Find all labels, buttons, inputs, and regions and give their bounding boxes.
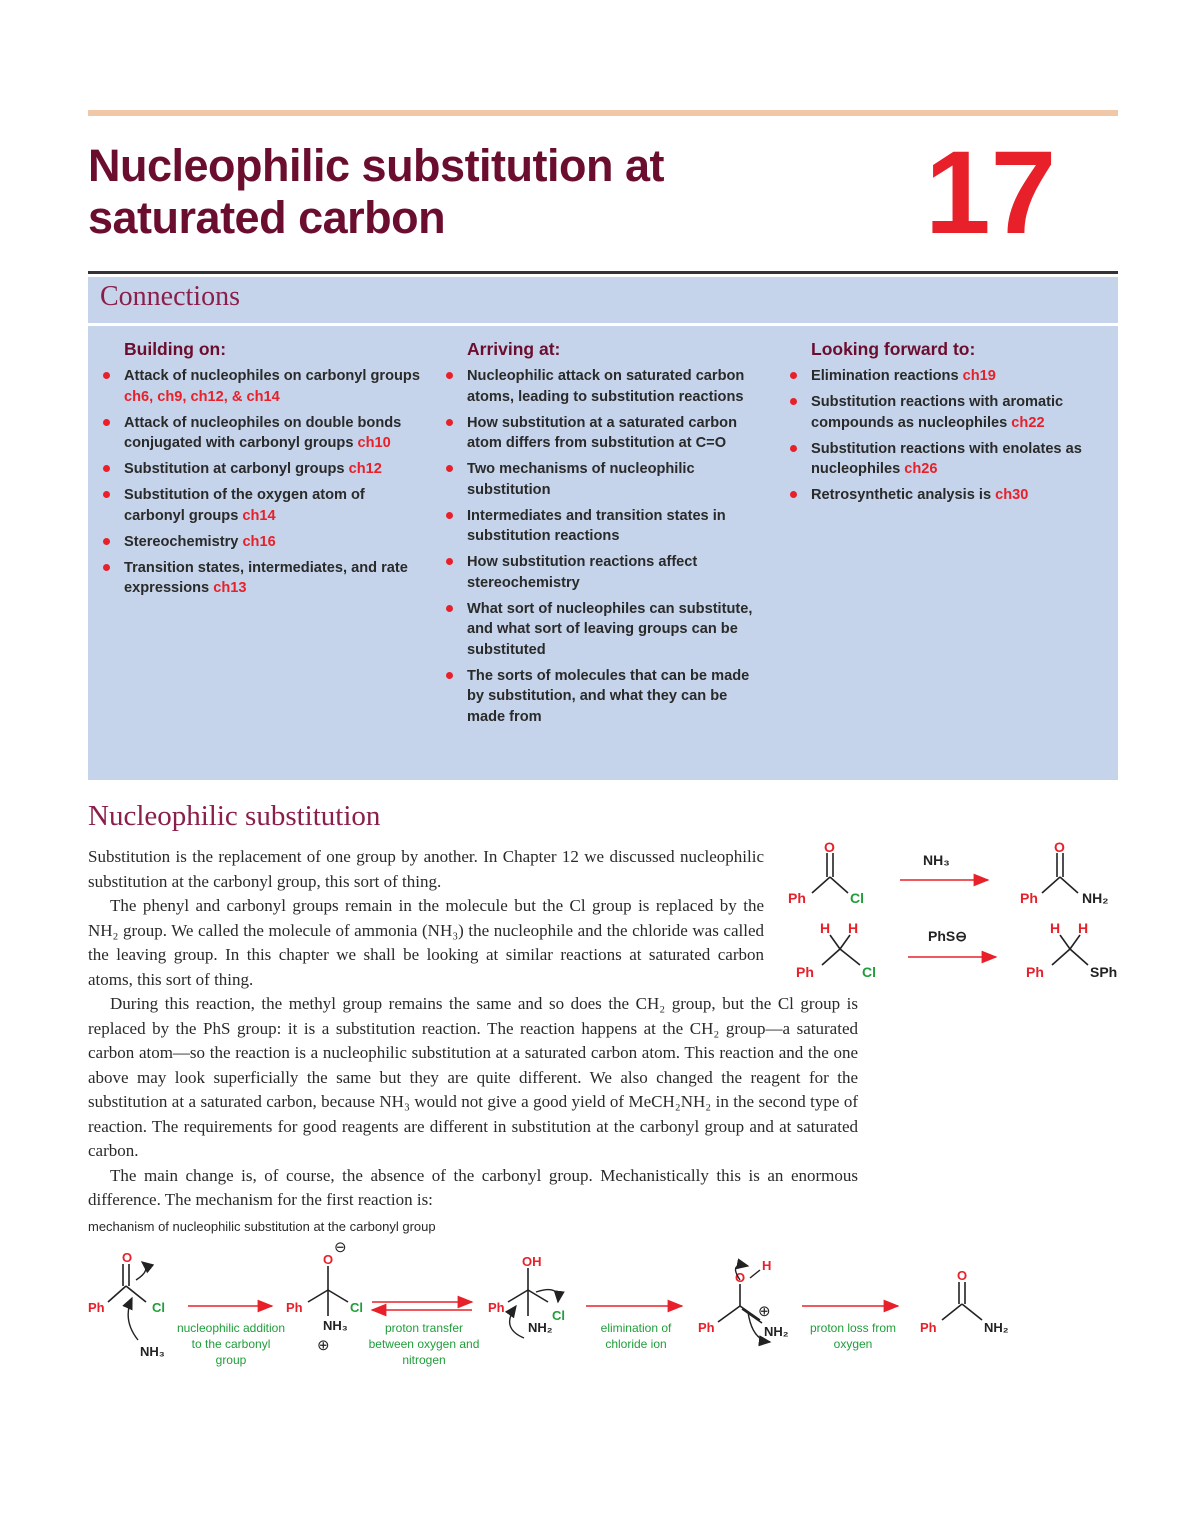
bullet-icon (446, 512, 453, 519)
chapter-title (88, 140, 808, 244)
connection-item-text: How substitution at a saturated carbon atom differs from substitution at C=O (467, 414, 738, 451)
atom-label: Cl (152, 1300, 165, 1315)
mechanism-caption: mechanism of nucleophilic substitution at the carbonyl group (88, 1219, 436, 1234)
title-line-1: Nucleophilic substitution at (88, 140, 665, 191)
atom-label: NH₂ (764, 1324, 789, 1339)
connections-title: Connections (100, 281, 240, 312)
step-1-label: nucleophilic addition to the carbonyl group (176, 1321, 286, 1367)
atom-label: H (848, 920, 859, 936)
connection-item (100, 485, 420, 526)
connection-item-text: Intermediates and transition states in substitution reactions (467, 507, 726, 544)
step-1-label-box (176, 1320, 286, 1370)
bullet-icon (446, 372, 453, 379)
connection-item-text: Nucleophilic attack on saturated carbon atoms, leading to substitution reactions (467, 368, 745, 405)
column-heading: Looking forward to: (811, 339, 976, 359)
connections-box (88, 277, 1118, 780)
bullet-icon (103, 491, 110, 498)
bullet-icon (446, 605, 453, 612)
bullet-icon (790, 491, 797, 498)
bullet-icon (103, 419, 110, 426)
chapter-reference-link[interactable]: ch14 (242, 507, 276, 524)
connection-item-text: Two mechanisms of nucleophilic substitution (467, 461, 695, 498)
paragraph-2: The phenyl and carbonyl groups remain in the molecule but the Cl group is replaced by the NH₂ group. We called the molecule of ammonia (NH₃) the nucleophile and the chloride was called the leaving group. In this chapter we shall be looking at similar reactions at saturated carbon atoms, this sort of thing. (88, 896, 764, 989)
atom-label: Ph (488, 1300, 505, 1315)
bullet-icon (446, 419, 453, 426)
atom-label: Ph (796, 964, 814, 980)
atom-label: O (957, 1268, 968, 1283)
column-arriving-at (443, 339, 763, 733)
atom-label: Cl (552, 1308, 565, 1323)
connection-item (443, 666, 763, 728)
looking-forward-list (787, 366, 1107, 506)
connection-item (787, 366, 1107, 387)
chapter-reference-link[interactable]: ch22 (1011, 414, 1045, 431)
step-4-label-box (800, 1320, 906, 1360)
connection-item (787, 392, 1107, 433)
step-3-label-box (578, 1320, 694, 1360)
step-4-label: proton loss from oxygen (800, 1320, 906, 1352)
atom-label: Ph (88, 1300, 105, 1315)
connection-item-text: How substitution reactions affect stereochemistry (467, 554, 698, 591)
paragraph-3: During this reaction, the methyl group remains the same and so does the CH₂ group, but the Cl group is replaced by the PhS group: it is a substitution reaction. The reaction happens at the CH₂ group—a saturated carbon atom—so the reaction is a nucleophilic substitution at a saturated carbon atom. This reaction and the one above may look superficially the same but they are quite different. We also changed the reagent for the substitution at a saturated carbon, because NH₃ would not give a good yield of MeCH₂NH₂ in the second type of reaction. The requirements for good reagents are different in substitution at the carbonyl group and at saturated carbon. (88, 994, 858, 1160)
column-looking-forward (787, 339, 1107, 511)
connection-item (100, 413, 420, 454)
bullet-icon (790, 372, 797, 379)
connection-item-text: Substitution reactions with aromatic compounds as nucleophiles (811, 394, 1064, 431)
bullet-icon (103, 465, 110, 472)
column-building-on (100, 339, 420, 604)
connection-item-text: The sorts of molecules that can be made by substitution, and what they can be made from (467, 667, 750, 725)
atom-label: NH₃ (323, 1318, 348, 1333)
chapter-reference-link[interactable]: ch19 (962, 368, 996, 384)
charge-label: ⊕ (317, 1337, 330, 1354)
arriving-at-list (443, 366, 763, 727)
bullet-icon (790, 445, 797, 452)
atom-label: Ph (1026, 964, 1044, 980)
column-heading: Building on: (124, 339, 227, 359)
bullet-icon (103, 372, 110, 379)
reagent-label: PhS⊖ (928, 928, 967, 944)
atom-label: Ph (286, 1300, 303, 1315)
connection-item-text: Stereochemistry (124, 533, 243, 550)
bullet-icon (446, 465, 453, 472)
atom-label: SPh (1090, 964, 1118, 980)
mech-amide-product (920, 1268, 1009, 1335)
atom-label: O (323, 1252, 334, 1267)
connections-header (88, 277, 1118, 326)
chapter-reference-link[interactable]: ch12 (348, 461, 382, 477)
top-rule (88, 110, 1118, 116)
charge-label: ⊖ (334, 1240, 347, 1256)
mech-acid-chloride (88, 1250, 165, 1359)
atom-label: O (735, 1270, 746, 1285)
connection-item (443, 552, 763, 593)
reagent-label: NH₃ (923, 852, 950, 868)
title-divider (88, 271, 1118, 274)
substitution-scheme (780, 835, 1125, 995)
atom-label: NH₂ (984, 1320, 1009, 1335)
atom-label: H (1050, 920, 1061, 936)
atom-label: Cl (350, 1300, 363, 1315)
column-heading: Arriving at: (467, 339, 561, 359)
charge-label: ⊕ (758, 1303, 771, 1320)
benzyl-chloride-structure (796, 920, 876, 980)
chapter-reference-link[interactable]: ch26 (904, 461, 938, 477)
connection-item (443, 599, 763, 661)
section-title: Nucleophilic substitution (88, 800, 381, 832)
chapter-reference-link[interactable]: ch13 (213, 580, 247, 596)
atom-label: NH₂ (528, 1320, 553, 1335)
step-2-label: proton transfer between oxygen and nitrogen (366, 1320, 482, 1368)
connection-item (443, 366, 763, 407)
bullet-icon (103, 564, 110, 571)
atom-label: H (1078, 920, 1089, 936)
atom-label: H (820, 920, 831, 936)
atom-label: NH₃ (140, 1344, 165, 1359)
atom-label: O (122, 1250, 133, 1265)
connection-item-text: Retrosynthetic analysis is (811, 487, 996, 503)
bullet-icon (446, 558, 453, 565)
amide-structure (1020, 839, 1108, 906)
chapter-reference-link[interactable]: ch16 (242, 533, 276, 550)
connection-item (100, 366, 420, 407)
connection-item (787, 485, 1107, 506)
connection-item-text: Transition states, intermediates, and rate expressions (124, 559, 408, 596)
body-text (88, 845, 858, 1213)
bullet-icon (103, 538, 110, 545)
bullet-icon (446, 672, 453, 679)
chapter-reference-link[interactable]: ch10 (357, 435, 391, 451)
atom-label: Ph (698, 1320, 715, 1335)
mech-neutral-intermediate (488, 1254, 565, 1338)
acid-chloride-structure (788, 839, 864, 906)
connection-item-text: Attack of nucleophiles on double bonds conjugated with carbonyl groups (124, 414, 402, 451)
benzyl-sulfide-structure (1026, 920, 1117, 980)
mech-protonated-amide (698, 1258, 789, 1342)
step-2-label-box (366, 1320, 482, 1370)
connection-item-text: What sort of nucleophiles can substitute, and what sort of leaving groups can be substituted (467, 600, 753, 658)
connection-item (100, 459, 420, 480)
connection-item (100, 532, 420, 553)
connection-item (443, 459, 763, 500)
connection-item-text: Substitution of the oxygen atom of carbonyl groups (124, 487, 365, 524)
atom-label: Cl (862, 964, 876, 980)
atom-label: NH₂ (1082, 890, 1109, 906)
chapter-reference-link[interactable]: ch30 (995, 487, 1029, 503)
paragraph-1: Substitution is the replacement of one group by another. In Chapter 12 we discussed nucleophilic substitution at the carbonyl group, this sort of thing. (88, 847, 764, 891)
chapter-reference-link[interactable]: ch6, ch9, ch12, & ch14 (124, 388, 280, 405)
step-3-label: elimination of chloride ion (578, 1320, 694, 1352)
connection-item-text: Substitution at carbonyl groups (124, 461, 349, 477)
paragraph-4: The main change is, of course, the absence of the carbonyl group. Mechanistically this is an enormous difference. The mechanism for the first reaction is: (88, 1165, 858, 1209)
atom-label: OH (522, 1254, 542, 1269)
connection-item (100, 558, 420, 599)
connection-item-text: Elimination reactions (811, 368, 963, 384)
atom-label: O (824, 839, 835, 855)
building-on-list (100, 366, 420, 599)
atom-label: Ph (1020, 890, 1038, 906)
title-line-2: saturated carbon (88, 192, 446, 243)
atom-label: H (762, 1258, 772, 1273)
chapter-number: 17 (925, 127, 1057, 259)
connection-item-text: Substitution reactions with enolates as nucleophiles (811, 440, 1082, 477)
atom-label: Ph (920, 1320, 937, 1335)
connection-item-text: Attack of nucleophiles on carbonyl groups (124, 368, 420, 384)
connection-item (443, 506, 763, 547)
mech-tetrahedral-intermediate (286, 1240, 363, 1354)
atom-label: O (1054, 839, 1065, 855)
atom-label: Ph (788, 890, 806, 906)
connection-item (787, 439, 1107, 480)
atom-label: Cl (850, 890, 864, 906)
mechanism-scheme (80, 1240, 1120, 1380)
connection-item (443, 413, 763, 454)
bullet-icon (790, 398, 797, 405)
